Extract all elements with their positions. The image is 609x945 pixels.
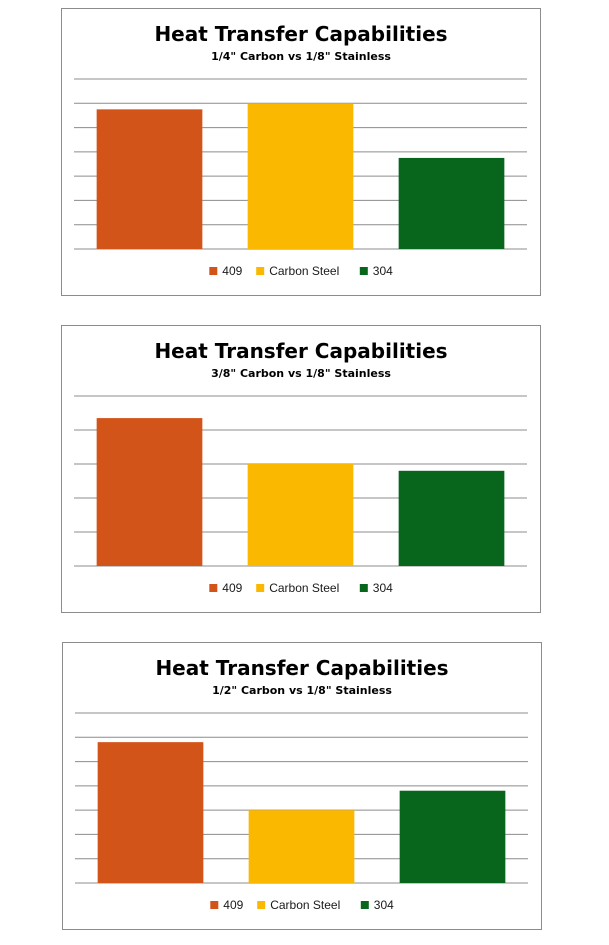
legend-label: 304 (372, 264, 393, 278)
bar-chart-3 (63, 643, 541, 929)
legend-label: 304 (373, 898, 394, 912)
legend-swatch (209, 584, 217, 592)
bar-304 (399, 158, 505, 249)
legend-label: Carbon Steel (269, 264, 340, 278)
legend-label: 409 (222, 581, 243, 595)
legend-label: 409 (222, 264, 243, 278)
chart-panel-1 (61, 8, 541, 296)
legend-label: 304 (372, 581, 393, 595)
legend-label: Carbon Steel (269, 581, 340, 595)
chart-subtitle: 1/2" Carbon vs 1/8" Stainless (212, 684, 392, 697)
legend-label: Carbon Steel (270, 898, 341, 912)
chart-title: Heat Transfer Capabilities (154, 22, 448, 46)
chart-subtitle: 1/4" Carbon vs 1/8" Stainless (211, 50, 391, 63)
legend-swatch (361, 901, 369, 909)
bar-409 (98, 742, 204, 883)
chart-panel-2 (61, 325, 541, 613)
bar-carbon-steel (248, 103, 354, 249)
chart-title: Heat Transfer Capabilities (154, 339, 448, 363)
bar-409 (97, 109, 203, 249)
bar-chart-1 (62, 9, 540, 295)
bar-carbon-steel (249, 810, 355, 883)
bar-304 (399, 471, 505, 566)
legend-swatch (360, 584, 368, 592)
legend-swatch (210, 901, 218, 909)
bar-chart-2 (62, 326, 540, 612)
legend-swatch (257, 901, 265, 909)
legend-swatch (256, 267, 264, 275)
bar-409 (97, 418, 203, 566)
legend-swatch (256, 584, 264, 592)
chart-panel-3 (62, 642, 542, 930)
bar-carbon-steel (248, 464, 354, 566)
legend-label: 409 (223, 898, 244, 912)
legend-swatch (209, 267, 217, 275)
chart-title: Heat Transfer Capabilities (155, 656, 449, 680)
legend-swatch (360, 267, 368, 275)
bar-304 (400, 791, 506, 883)
chart-subtitle: 3/8" Carbon vs 1/8" Stainless (211, 367, 391, 380)
